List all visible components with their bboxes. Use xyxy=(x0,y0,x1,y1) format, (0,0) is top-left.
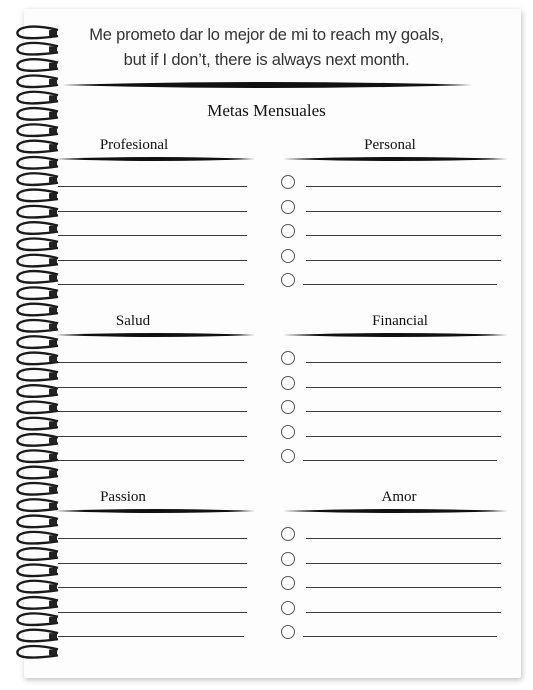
binding-hole xyxy=(49,226,57,232)
right-goal-line[interactable] xyxy=(306,186,501,187)
binding-hole xyxy=(49,258,57,264)
binding-hole xyxy=(49,356,57,362)
right-goal-line[interactable] xyxy=(306,211,501,212)
binding-hole xyxy=(49,291,57,297)
binding-hole xyxy=(49,617,57,623)
binding-hole xyxy=(49,405,57,411)
right-goal-line[interactable] xyxy=(306,612,501,613)
right-goal-line[interactable] xyxy=(303,460,497,461)
section-title-amor: Amor xyxy=(381,489,417,505)
binding-hole xyxy=(49,454,57,460)
binding-hole xyxy=(49,275,57,281)
header-divider xyxy=(62,80,472,90)
section-title-passion: Passion xyxy=(100,489,146,505)
section-divider xyxy=(55,156,255,162)
binding-hole xyxy=(49,421,57,427)
left-goal-line[interactable] xyxy=(58,636,244,637)
binding-hole xyxy=(49,209,57,215)
right-goal-line[interactable] xyxy=(303,636,497,637)
section-title-profesional: Profesional xyxy=(99,137,169,153)
right-goal-line[interactable] xyxy=(306,235,501,236)
left-goal-line[interactable] xyxy=(58,186,247,187)
section-divider xyxy=(283,332,508,338)
section-divider xyxy=(55,332,255,338)
checkbox-circle-icon[interactable] xyxy=(281,552,295,566)
right-goal-line[interactable] xyxy=(306,260,501,261)
right-goal-line[interactable] xyxy=(306,587,501,588)
left-goal-line[interactable] xyxy=(58,612,247,613)
binding-hole xyxy=(49,389,57,395)
left-goal-line[interactable] xyxy=(58,284,244,285)
checkbox-circle-icon[interactable] xyxy=(281,175,295,189)
section-divider xyxy=(55,508,255,514)
binding-hole xyxy=(49,340,57,346)
left-goal-line[interactable] xyxy=(58,411,247,412)
left-goal-line[interactable] xyxy=(58,460,244,461)
binding-hole xyxy=(49,372,57,378)
left-goal-line[interactable] xyxy=(58,211,247,212)
binding-hole xyxy=(49,601,57,607)
binding-hole xyxy=(49,519,57,525)
binding-hole xyxy=(49,649,57,655)
right-goal-line[interactable] xyxy=(303,284,497,285)
right-goal-line[interactable] xyxy=(306,362,501,363)
left-goal-line[interactable] xyxy=(58,563,247,564)
page-title: Metas Mensuales xyxy=(207,101,326,120)
section-title-salud: Salud xyxy=(115,313,151,329)
checkbox-circle-icon[interactable] xyxy=(281,351,295,365)
checkbox-circle-icon[interactable] xyxy=(281,425,295,439)
quote-line-2: but if I don’t, there is always next month. xyxy=(123,51,410,69)
left-goal-line[interactable] xyxy=(58,362,247,363)
left-goal-line[interactable] xyxy=(58,587,247,588)
left-goal-line[interactable] xyxy=(58,436,247,437)
right-goal-line[interactable] xyxy=(306,411,501,412)
checkbox-circle-icon[interactable] xyxy=(281,376,295,390)
checkbox-circle-icon[interactable] xyxy=(281,200,295,214)
checkbox-circle-icon[interactable] xyxy=(281,527,295,541)
binding-hole xyxy=(49,193,57,199)
left-goal-line[interactable] xyxy=(58,260,247,261)
checkbox-circle-icon[interactable] xyxy=(281,273,295,287)
binding-hole xyxy=(49,535,57,541)
checkbox-circle-icon[interactable] xyxy=(281,449,295,463)
section-divider xyxy=(283,508,508,514)
binding-hole xyxy=(49,128,57,134)
binding-hole xyxy=(49,470,57,476)
right-goal-line[interactable] xyxy=(306,436,501,437)
left-goal-line[interactable] xyxy=(58,235,247,236)
checkbox-circle-icon[interactable] xyxy=(281,400,295,414)
checkbox-circle-icon[interactable] xyxy=(281,224,295,238)
section-divider xyxy=(283,156,508,162)
binding-hole xyxy=(49,552,57,558)
checkbox-circle-icon[interactable] xyxy=(281,625,295,639)
section-title-financial: Financial xyxy=(372,313,428,329)
binding-hole xyxy=(49,177,57,183)
binding-hole xyxy=(49,79,57,85)
right-goal-line[interactable] xyxy=(306,538,501,539)
right-goal-line[interactable] xyxy=(306,563,501,564)
quote-line-1: Me prometo dar lo mejor de mi to reach my goals, xyxy=(89,26,444,44)
checkbox-circle-icon[interactable] xyxy=(281,249,295,263)
binding-hole xyxy=(49,584,57,590)
binding-hole xyxy=(49,438,57,444)
left-goal-line[interactable] xyxy=(58,387,247,388)
checkbox-circle-icon[interactable] xyxy=(281,576,295,590)
section-title-personal: Personal xyxy=(364,137,416,153)
binding-hole xyxy=(49,633,57,639)
binding-hole xyxy=(49,242,57,248)
checkbox-circle-icon[interactable] xyxy=(281,601,295,615)
right-goal-line[interactable] xyxy=(306,387,501,388)
left-goal-line[interactable] xyxy=(58,538,247,539)
binding-hole xyxy=(49,568,57,574)
